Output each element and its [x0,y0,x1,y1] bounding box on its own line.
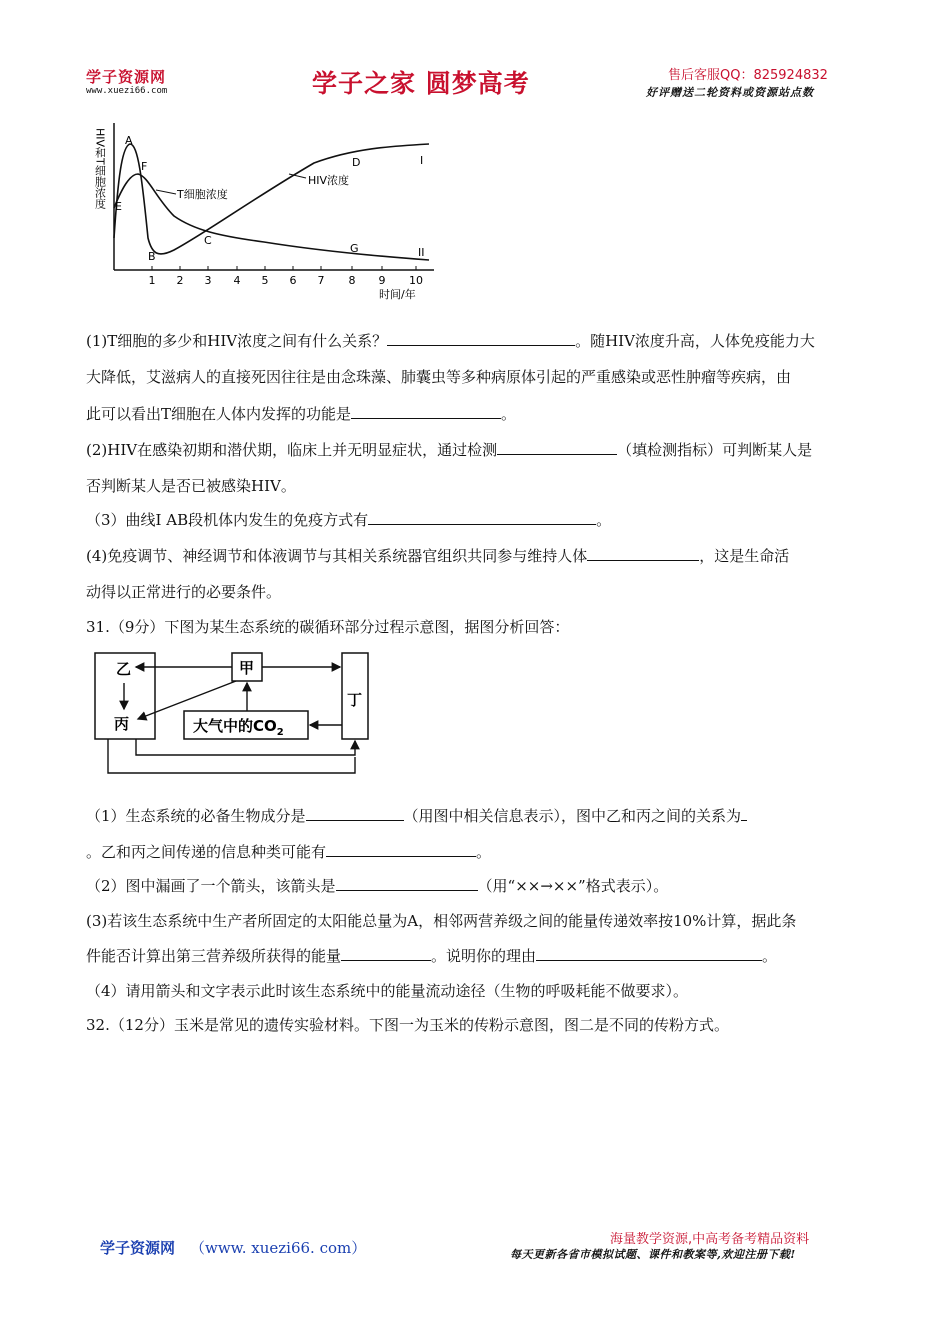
footer-logo: 学子资源网 [100,1239,176,1257]
label-co2: 大气中的$CO_2$ [193,717,284,738]
point-e: E [115,200,122,213]
header-qq: 售后客服QQ：825924832 [668,68,828,83]
header-title: 学子之家 圆梦高考 [312,69,530,98]
q30-line8: 动得以正常进行的必要条件。 [86,583,282,601]
x-tick: 3 [204,274,212,287]
q31-line5: 件能否计算出第三营养级所获得的能量 。说明你的理由 。 [86,947,778,965]
point-b: B [148,250,156,263]
q30-line1: (1)T细胞的多少和HIV浓度之间有什么关系？ 。随HIV浓度升高，人体免疫能力大 [86,332,815,350]
tcell-leader [156,190,176,194]
carbon-cycle-diagram [86,645,416,785]
arrow-bing-ding [136,739,355,755]
answer-blank[interactable] [741,806,747,821]
x-tick: 6 [289,274,297,287]
answer-blank[interactable] [368,510,596,525]
answer-blank[interactable] [336,876,478,891]
label-yi: 乙 [116,660,132,678]
q31-intro: 31.（9分）下图为某生态系统的碳循环部分过程示意图，据图分析回答： [86,618,570,636]
answer-blank[interactable] [536,946,762,961]
label-ding: 丁 [347,691,363,709]
x-tick: 8 [348,274,356,287]
answer-blank[interactable] [326,842,476,857]
point-g: G [350,242,359,255]
point-c: C [204,234,212,247]
x-tick: 10 [409,274,423,287]
tcell-curve [114,174,429,260]
q30-line6: （3）曲线Ⅰ AB段机体内发生的免疫方式有 。 [86,511,612,529]
label-bing: 丙 [114,715,130,733]
point-f: F [141,160,148,173]
x-tick: 5 [261,274,269,287]
q31-line4: (3)若该生态系统中生产者所固定的太阳能总量为A，相邻两营养级之间的能量传递效率按10%计算，据此条 [86,912,797,930]
x-tick: 2 [176,274,184,287]
footer-url[interactable]: （www. xuezi66. com） [190,1239,367,1257]
header-logo: 学子资源网 [86,68,167,86]
answer-blank[interactable] [341,946,431,961]
q31-line2: 。乙和丙之间传递的信息种类可能有 。 [86,843,492,861]
hiv-tcell-graph [84,118,454,303]
q30-line5: 否判断某人是否已被感染HIV。 [86,477,296,495]
header-subtitle: 好评赠送二轮资料或资源站点数 [646,86,814,99]
point-a: A [125,134,133,147]
q30-line3: 此可以看出T细胞在人体内发挥的功能是 。 [86,405,517,423]
x-tick: 4 [233,274,241,287]
curve-i-label: I [420,154,424,167]
answer-blank[interactable] [387,331,575,346]
answer-blank[interactable] [497,440,617,455]
header-url[interactable]: www.xuezi66.com [86,86,168,96]
q31-line3: （2）图中漏画了一个箭头，该箭头是 （用“××→××”格式表示）。 [86,877,669,895]
q31-line1: （1）生态系统的必备生物成分是 （用图中相关信息表示），图中乙和丙之间的关系为 [86,806,747,826]
q30-line2: 大降低，艾滋病人的直接死因往往是由念珠藻、肺囊虫等多种病原体引起的严重感染或恶性肿瘤等疾病，由 [86,368,792,386]
curve-ii-label: II [418,246,425,259]
hiv-label: HIV浓度 [308,174,350,187]
footer-tagline: 海量教学资源,中高考备考精品资料 [610,1232,810,1247]
answer-blank[interactable] [306,806,404,821]
hiv-curve [114,144,429,254]
arrow-yi-ding [108,739,355,773]
x-tick: 9 [378,274,386,287]
label-jia: 甲 [239,659,255,677]
point-d: D [352,156,361,169]
answer-blank[interactable] [351,404,501,419]
q30-line7: (4)免疫调节、神经调节和体液调节与其相关系统器官组织共同参与维持人体 ，这是生命活 [86,547,790,565]
x-tick: 1 [148,274,156,287]
q30-line4: (2)HIV在感染初期和潜伏期，临床上并无明显症状，通过检测 （填检测指标）可判断某人是 [86,441,813,459]
q32-intro: 32.（12分）玉米是常见的遗传实验材料。下图一为玉米的传粉示意图，图二是不同的传粉方式。 [86,1016,729,1034]
q31-line6: （4）请用箭头和文字表示此时该生态系统中的能量流动途径（生物的呼吸耗能不做要求）。 [86,982,689,1000]
x-axis-label: 时间/年 [379,288,416,301]
y-axis-label: HIV和T细胞浓度 [93,128,107,209]
answer-blank[interactable] [587,546,699,561]
footer-subtagline: 每天更新各省市模拟试题、课件和教案等,欢迎注册下载! [510,1248,796,1261]
arrow-jia-bing [138,681,236,719]
x-tick: 7 [317,274,325,287]
tcell-label: T细胞浓度 [177,188,228,201]
